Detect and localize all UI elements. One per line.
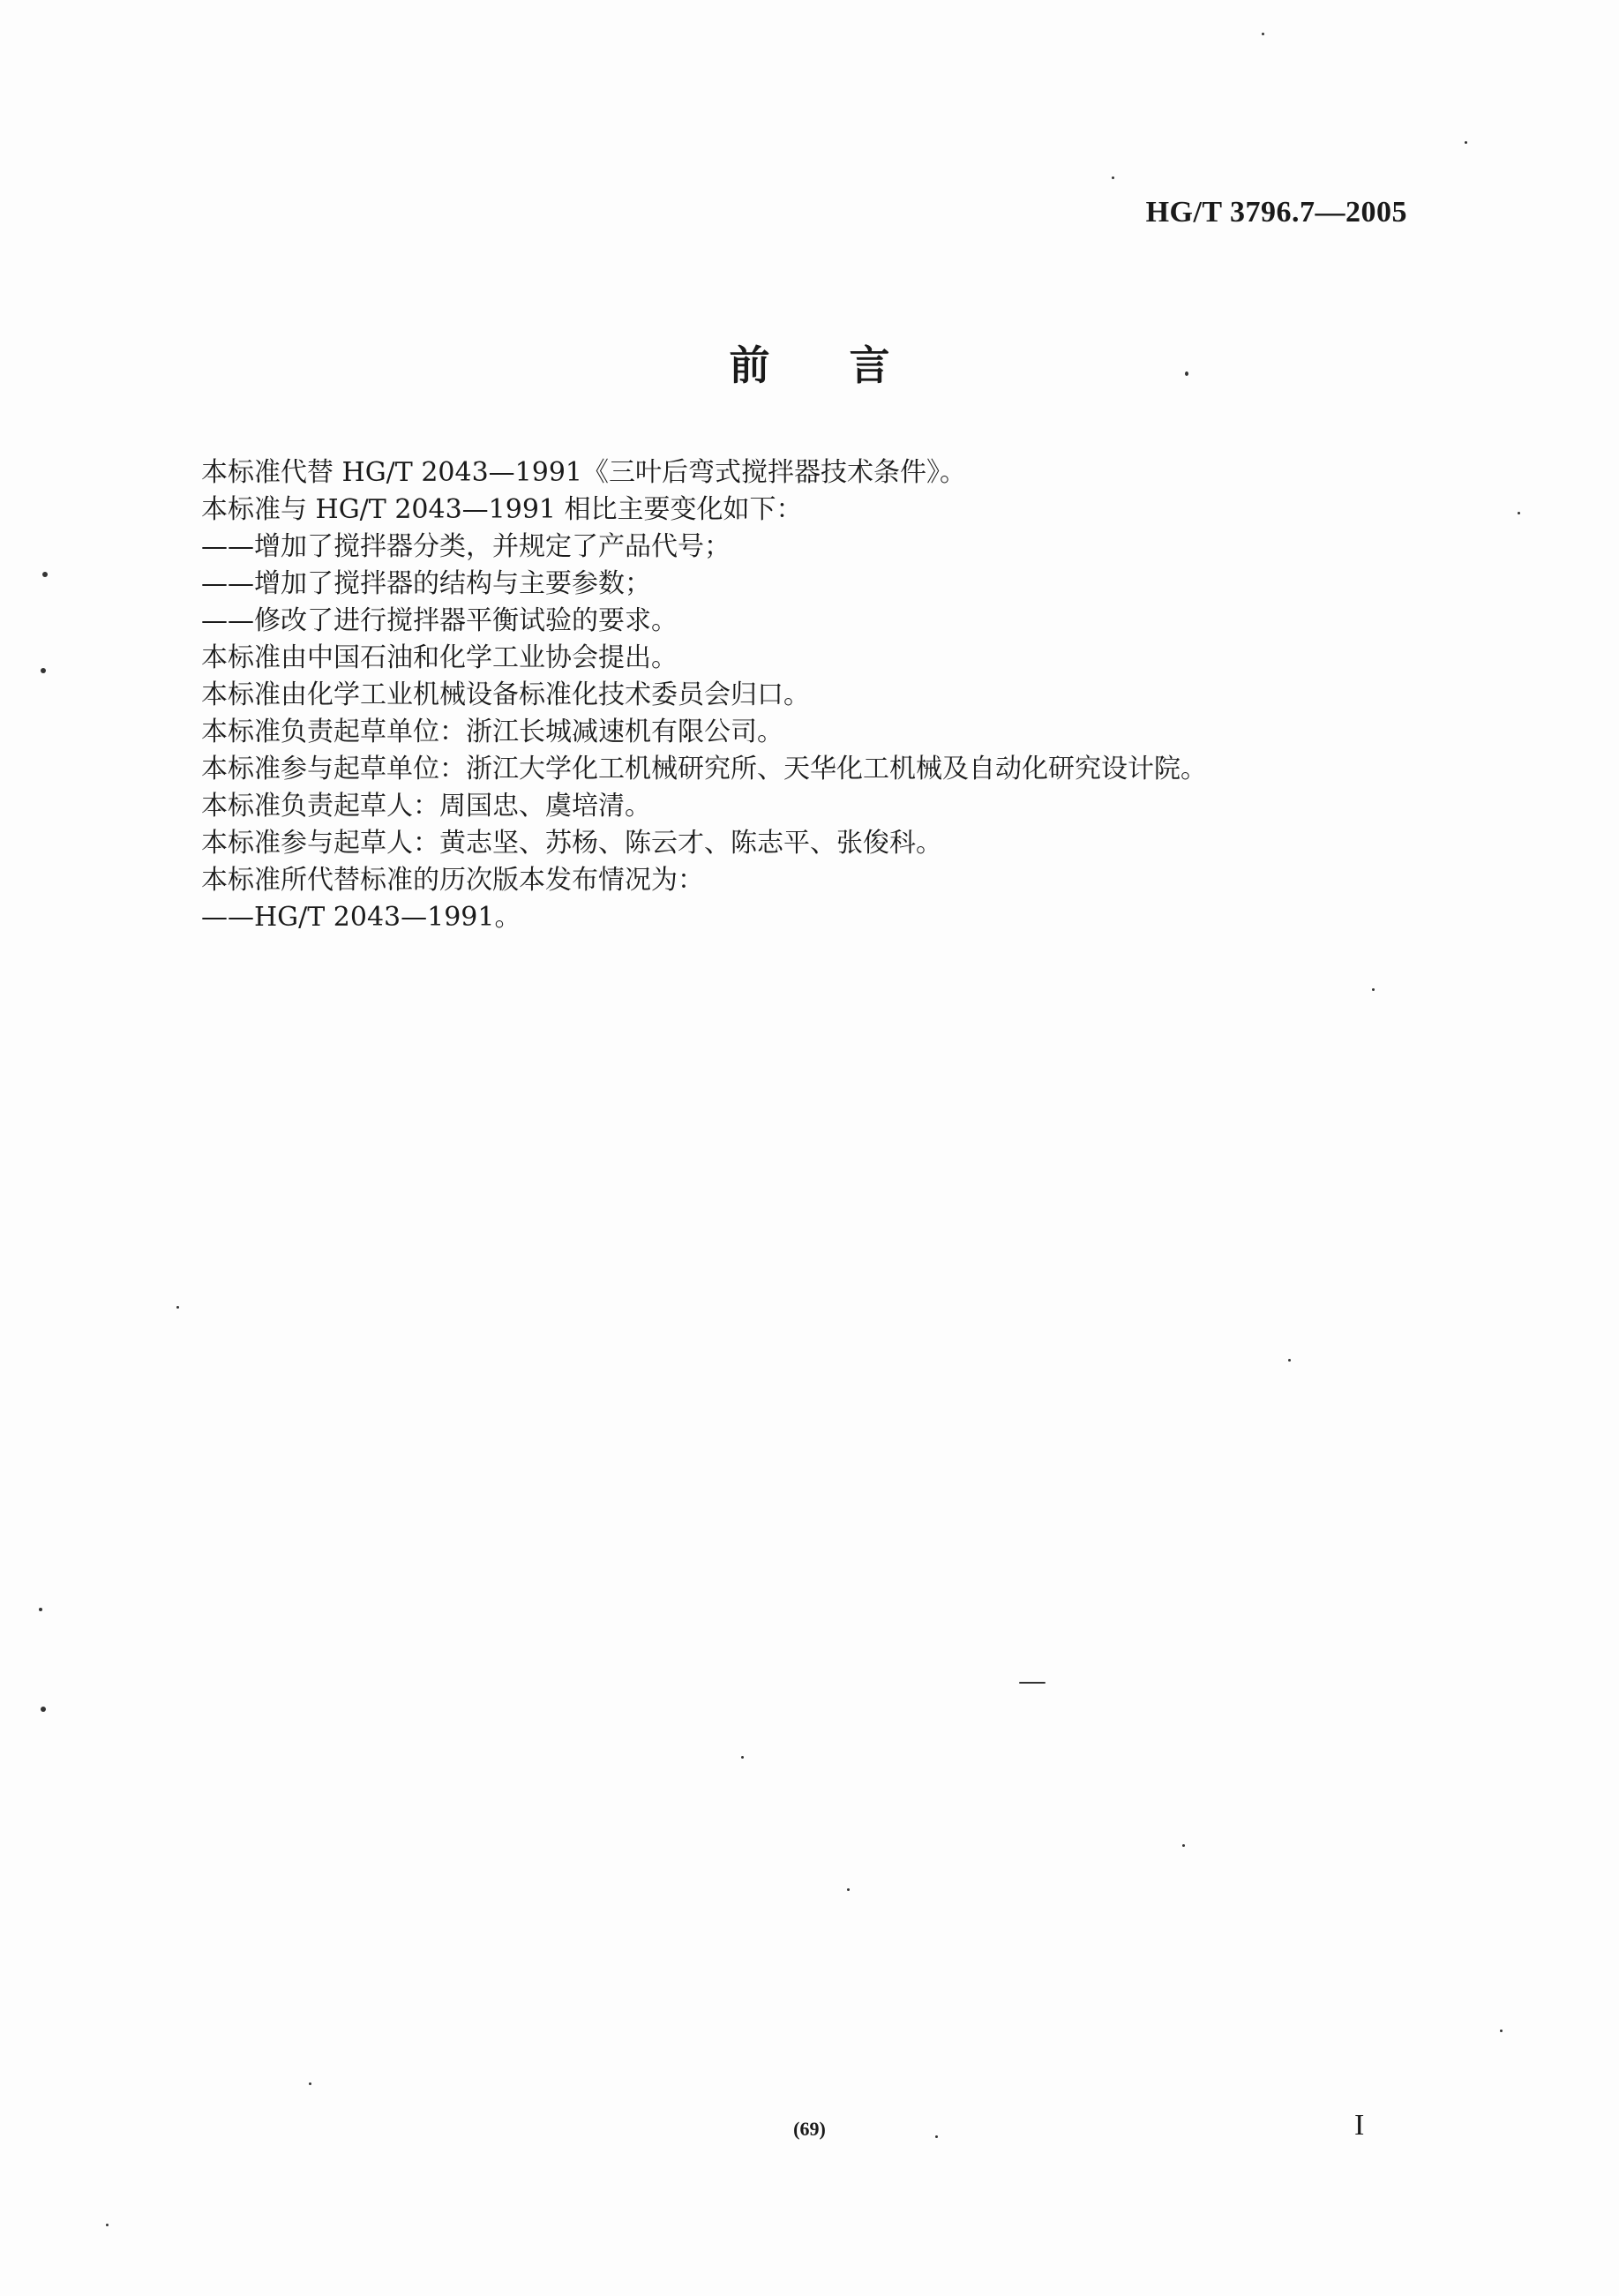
page-title: 前言	[729, 341, 970, 389]
preface-body	[201, 454, 1436, 936]
scan-speck	[1182, 1844, 1185, 1847]
scan-speck	[39, 1608, 42, 1611]
standard-code: HG/T 3796.7—2005	[1145, 196, 1407, 229]
scan-speck	[42, 572, 48, 577]
scan-speck	[1019, 1682, 1046, 1684]
scan-speck	[106, 2224, 109, 2226]
preface-line: 本标准由化学工业机械设备标准化技术委员会归口。	[201, 679, 810, 710]
preface-line: 本标准与 HG/T 2043—1991 相比主要变化如下：	[201, 494, 803, 525]
scan-speck	[1372, 988, 1375, 991]
preface-line: 本标准负责起草人：周国忠、虞培清。	[201, 791, 651, 822]
scan-speck	[1518, 512, 1520, 514]
page-number: (69)	[793, 2118, 826, 2140]
preface-line: 本标准参与起草人：黄志坚、苏杨、陈云才、陈志平、张俊科。	[201, 828, 942, 859]
scan-speck	[1288, 1359, 1291, 1362]
preface-line: 本标准所代替标准的历次版本发布情况为：	[201, 865, 704, 896]
roman-page-number: I	[1354, 2109, 1365, 2142]
scan-speck	[1500, 2030, 1503, 2032]
preface-line: 本标准参与起草单位：浙江大学化工机械研究所、天华化工机械及自动化研究设计院。	[201, 754, 1207, 784]
scan-speck	[741, 1756, 744, 1759]
preface-line: 本标准代替 HG/T 2043—1991《三叶后弯式搅拌器技术条件》。	[201, 457, 967, 488]
preface-line: ——增加了搅拌器的结构与主要参数；	[201, 568, 651, 599]
preface-line: ——增加了搅拌器分类，并规定了产品代号；	[201, 531, 731, 562]
preface-line: 本标准由中国石油和化学工业协会提出。	[201, 642, 678, 673]
preface-line: ——修改了进行搅拌器平衡试验的要求。	[201, 605, 678, 636]
preface-line: 本标准负责起草单位：浙江长城减速机有限公司。	[201, 717, 783, 747]
scan-speck	[1465, 141, 1467, 144]
scan-speck	[1185, 371, 1188, 376]
scan-speck	[41, 1707, 46, 1712]
scan-speck	[176, 1306, 179, 1309]
scan-speck	[41, 668, 46, 673]
scan-speck	[1262, 33, 1264, 35]
scan-speck	[309, 2082, 311, 2085]
preface-line: ——HG/T 2043—1991。	[201, 902, 521, 933]
scan-speck	[1112, 176, 1114, 179]
scan-speck	[847, 1888, 850, 1891]
scan-speck	[935, 2135, 938, 2138]
